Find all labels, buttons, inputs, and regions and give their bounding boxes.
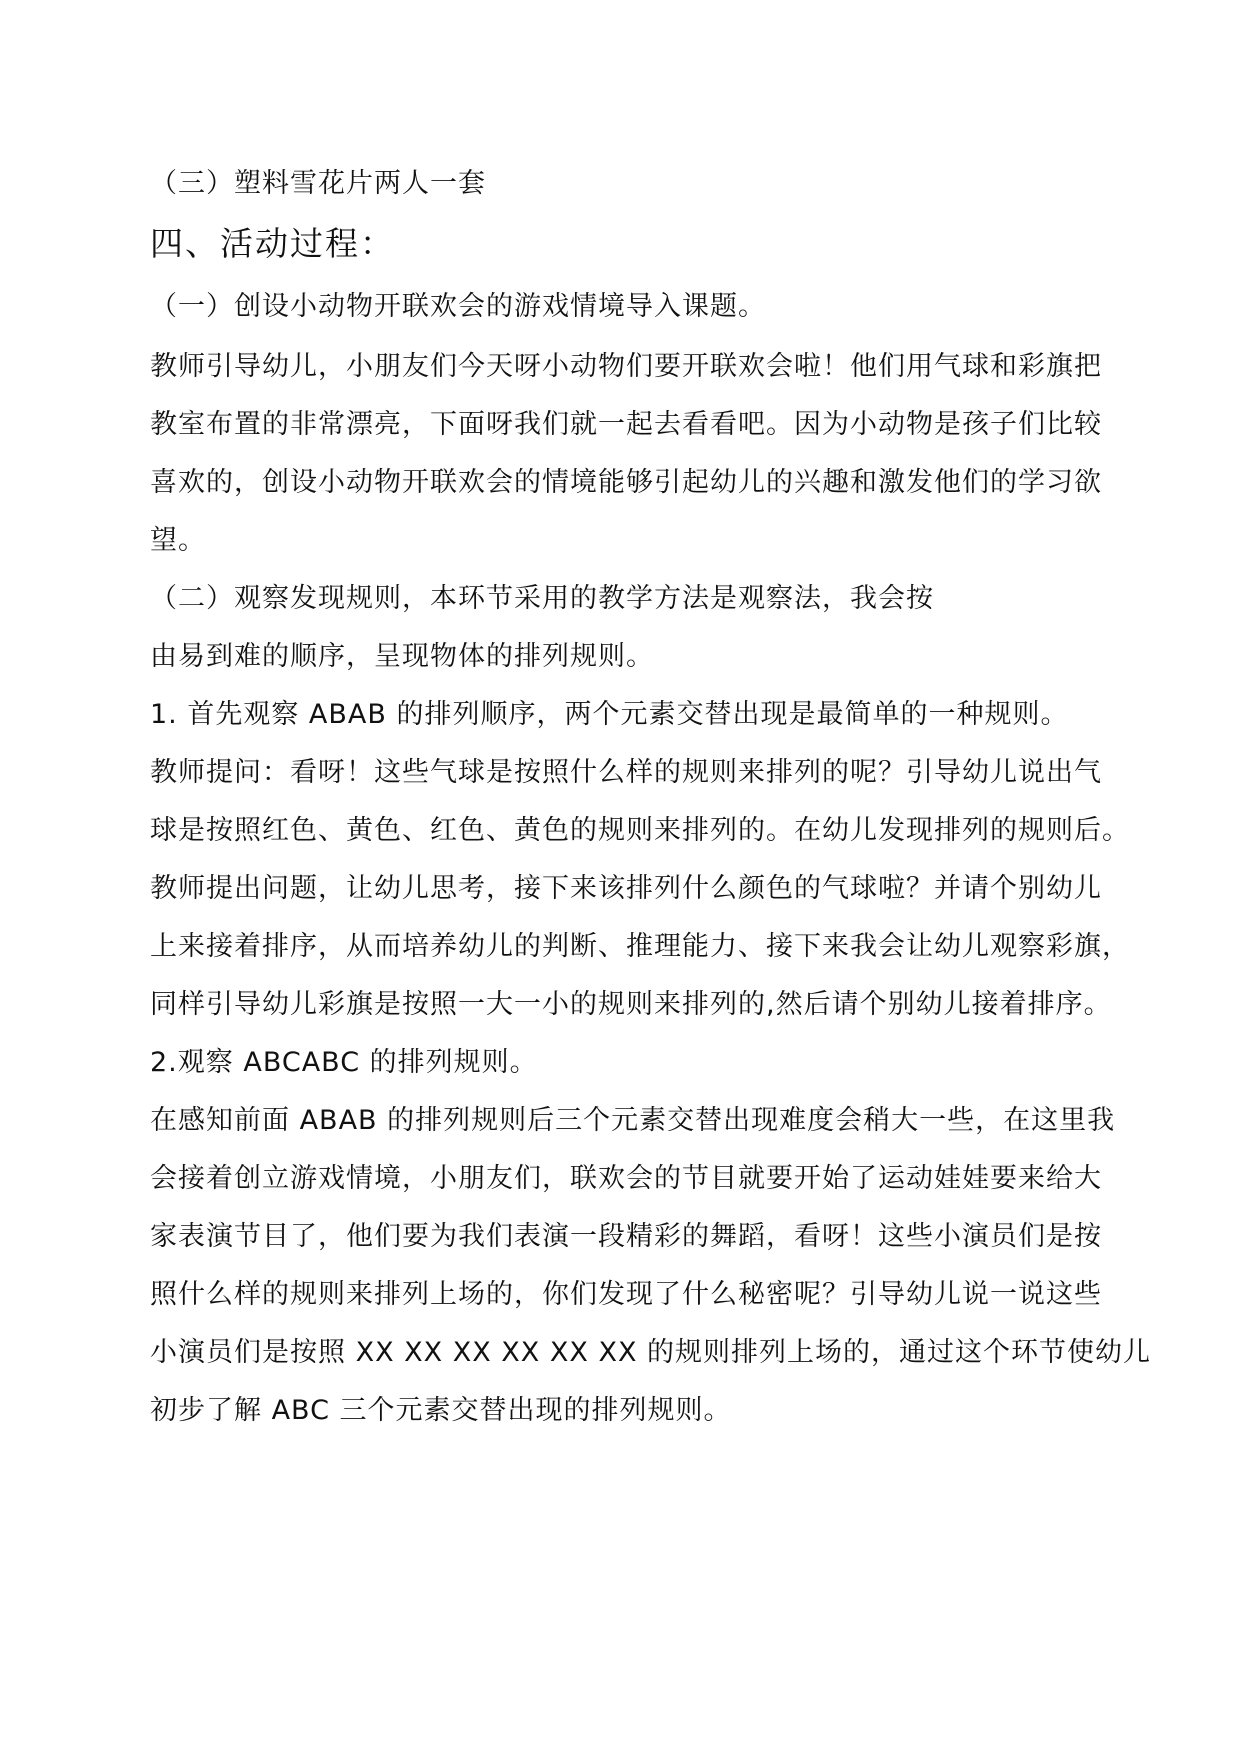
paragraph-line: 家表演节目了，他们要为我们表演一段精彩的舞蹈，看呀！这些小演员们是按 (150, 1221, 1102, 1252)
paragraph-line: 教室布置的非常漂亮，下面呀我们就一起去看看吧。因为小动物是孩子们比较 (150, 409, 1102, 440)
paragraph-line: 上来接着排序，从而培养幼儿的判断、推理能力、接下来我会让幼儿观察彩旗， (150, 931, 1130, 962)
paragraph-line: 小演员们是按照 XX XX XX XX XX XX 的规则排列上场的，通过这个环节使幼儿 (150, 1337, 1152, 1368)
paragraph-line: 由易到难的顺序，呈现物体的排列规则。 (150, 641, 654, 672)
numbered-item-1: 1. 首先观察 ABAB 的排列顺序，两个元素交替出现是最简单的一种规则。 (150, 699, 1069, 730)
paragraph-line: 球是按照红色、黄色、红色、黄色的规则来排列的。在幼儿发现排列的规则后。 (150, 815, 1130, 846)
paragraph-line: 初步了解 ABC 三个元素交替出现的排列规则。 (150, 1395, 732, 1426)
subsection-heading-1: （一）创设小动物开联欢会的游戏情境导入课题。 (150, 291, 766, 322)
paragraph-line: 同样引导幼儿彩旗是按照一大一小的规则来排列的,然后请个别幼儿接着排序。 (150, 989, 1112, 1020)
paragraph-line: 教师提问：看呀！这些气球是按照什么样的规则来排列的呢？引导幼儿说出气 (150, 757, 1102, 788)
subsection-heading-2: （二）观察发现规则，本环节采用的教学方法是观察法，我会按 (150, 583, 934, 614)
numbered-item-2: 2.观察 ABCABC 的排列规则。 (150, 1047, 538, 1078)
paragraph-line: 在感知前面 ABAB 的排列规则后三个元素交替出现难度会稍大一些，在这里我 (150, 1105, 1116, 1136)
paragraph-line: 照什么样的规则来排列上场的，你们发现了什么秘密呢？引导幼儿说一说这些 (150, 1279, 1102, 1310)
paragraph-line: 教师引导幼儿，小朋友们今天呀小动物们要开联欢会啦！他们用气球和彩旗把 (150, 351, 1102, 382)
paragraph-line: 教师提出问题，让幼儿思考，接下来该排列什么颜色的气球啦？并请个别幼儿 (150, 873, 1102, 904)
materials-item-3: （三）塑料雪花片两人一套 (150, 168, 486, 199)
paragraph-line: 喜欢的，创设小动物开联欢会的情境能够引起幼儿的兴趣和激发他们的学习欲 (150, 467, 1102, 498)
paragraph-line: 望。 (150, 525, 206, 556)
section-heading-activity-process: 四、活动过程： (150, 224, 395, 263)
paragraph-line: 会接着创立游戏情境，小朋友们，联欢会的节目就要开始了运动娃娃要来给大 (150, 1163, 1102, 1194)
